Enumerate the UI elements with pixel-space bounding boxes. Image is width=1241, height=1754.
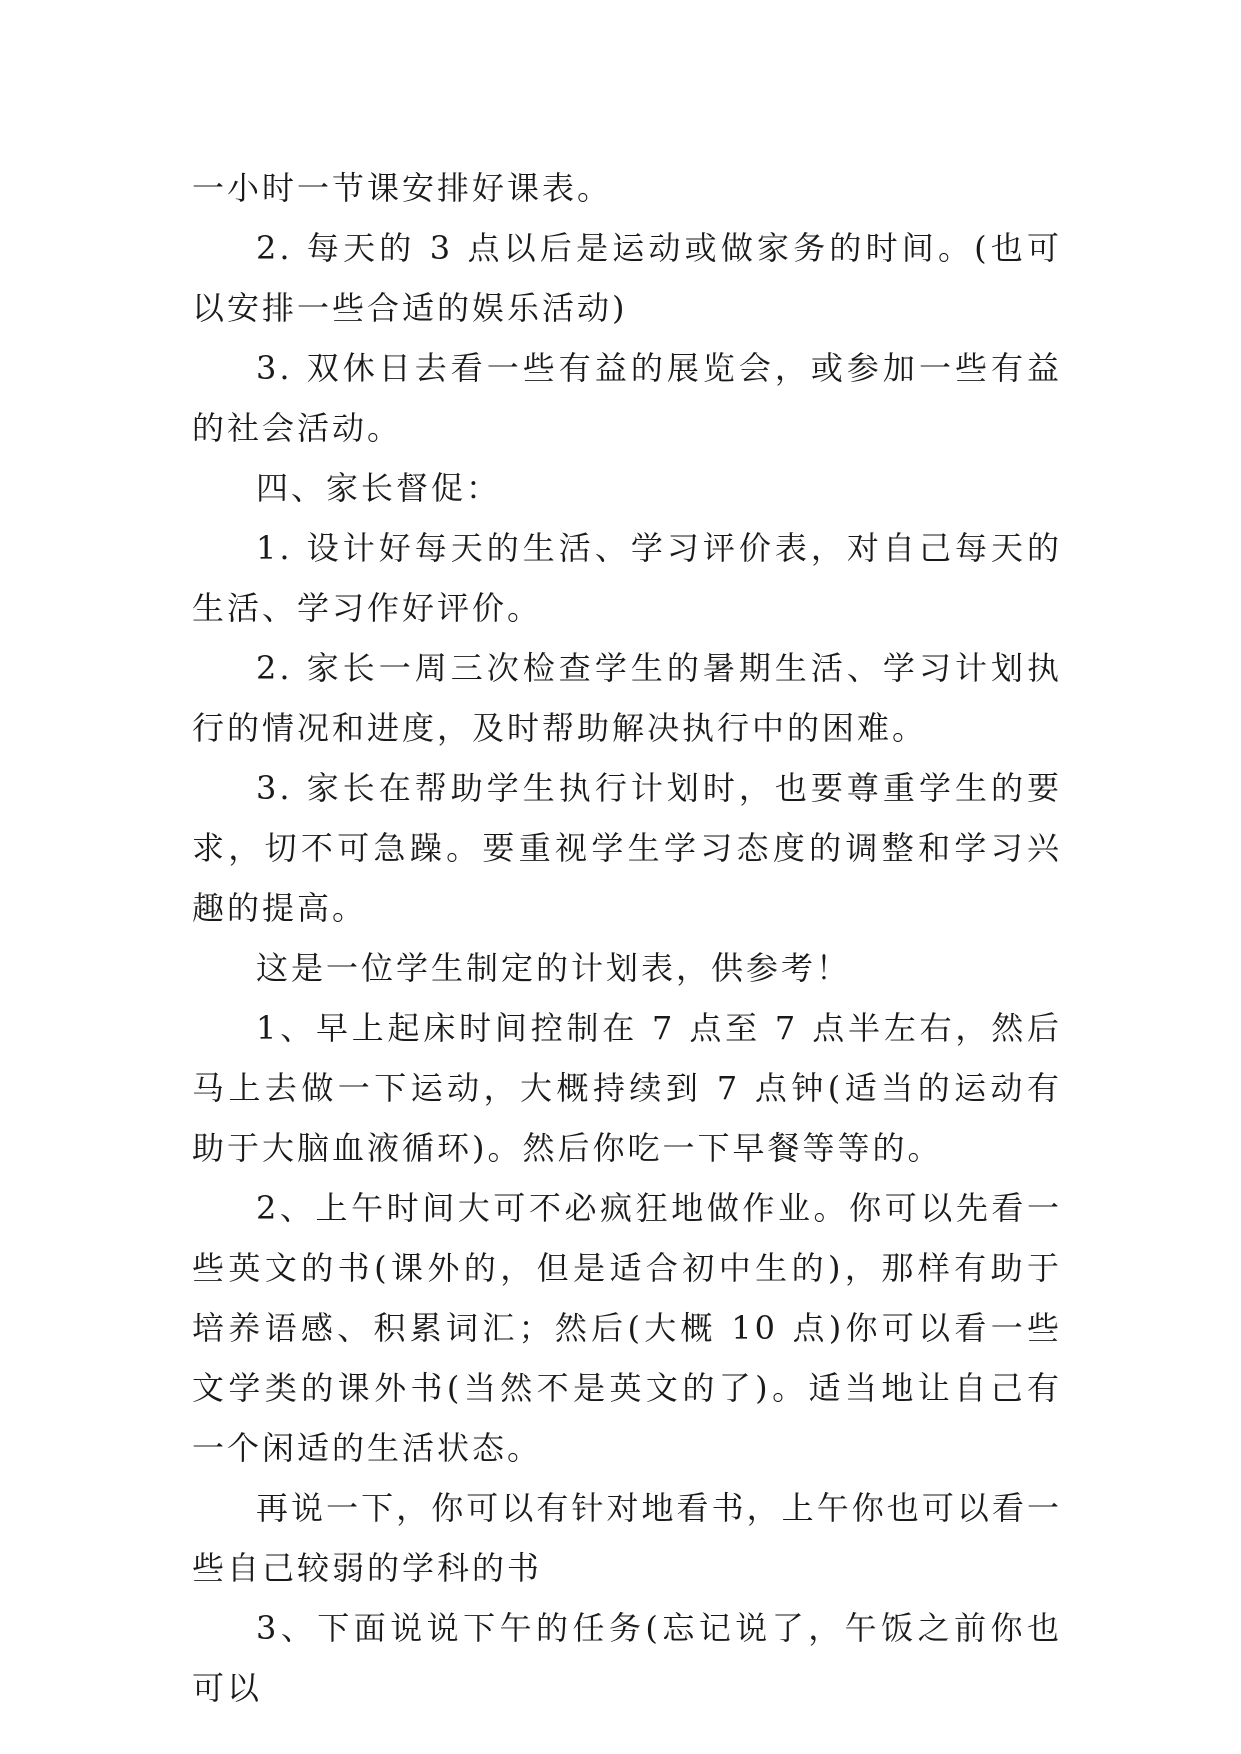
paragraph-plan-item-1-morning: 1、早上起床时间控制在 7 点至 7 点半左右，然后马上去做一下运动，大概持续到 7 点钟(适当的运动有助于大脑血液循环)。然后你吃一下早餐等等的。 [192,1009,1062,1167]
paragraph-parent-item-1: 1. 设计好每天的生活、学习评价表，对自己每天的生活、学习作好评价。 [192,529,1062,627]
paragraph-parent-item-3: 3. 家长在帮助学生执行计划时，也要尊重学生的要求，切不可急躁。要重视学生学习态度的调整和学习兴趣的提高。 [192,769,1062,927]
paragraph-plan-note: 再说一下，你可以有针对地看书，上午你也可以看一些自己较弱的学科的书 [192,1489,1062,1587]
paragraph-plan-item-2-forenoon: 2、上午时间大可不必疯狂地做作业。你可以先看一些英文的书(课外的，但是适合初中生的)，那样有助于培养语感、积累词汇；然后(大概 10 点)你可以看一些文学类的课外书(当然不是英文的了)。适当地让自己有一个闲适的生活状态。 [192,1189,1062,1467]
section-heading-parent-supervision: 四、家长督促： [256,469,502,507]
paragraph-schedule-lesson: 一小时一节课安排好课表。 [192,169,613,207]
document-body [192,158,1062,1718]
paragraph-item-2-afternoon: 2. 每天的 3 点以后是运动或做家务的时间。(也可以安排一些合适的娱乐活动) [192,229,1062,327]
paragraph-item-3-weekend: 3. 双休日去看一些有益的展览会，或参加一些有益的社会活动。 [192,349,1062,447]
paragraph-sample-plan-intro: 这是一位学生制定的计划表，供参考！ [256,949,852,987]
paragraph-parent-item-2: 2. 家长一周三次检查学生的暑期生活、学习计划执行的情况和进度，及时帮助解决执行中的困难。 [192,649,1062,747]
paragraph-plan-item-3-afternoon: 3、下面说说下午的任务(忘记说了，午饭之前你也可以 [192,1609,1062,1707]
